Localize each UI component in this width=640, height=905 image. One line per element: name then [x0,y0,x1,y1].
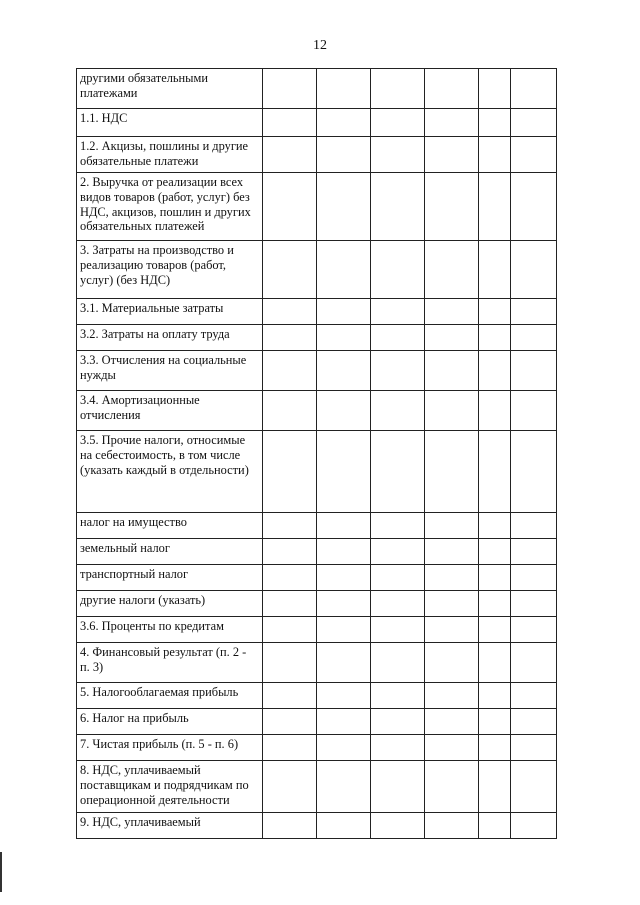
table-row [77,709,557,735]
value-cell [479,617,511,643]
value-cell [425,431,479,513]
value-cell [425,735,479,761]
value-cell [479,735,511,761]
table-row [77,813,557,839]
value-cell [425,709,479,735]
table-row [77,109,557,137]
value-cell [317,683,371,709]
value-cell [479,69,511,109]
value-cell [479,431,511,513]
value-cell [511,735,557,761]
value-cell [263,391,317,431]
value-cell [371,513,425,539]
value-cell [479,683,511,709]
table-row [77,565,557,591]
value-cell [479,109,511,137]
value-cell [371,539,425,565]
value-cell [425,325,479,351]
value-cell [263,325,317,351]
scan-edge-mark [0,852,2,892]
value-cell [425,617,479,643]
table-row [77,431,557,513]
value-cell [511,137,557,173]
value-cell [511,391,557,431]
value-cell [511,591,557,617]
row-label: налог на имущество [77,513,263,539]
value-cell [425,351,479,391]
value-cell [263,173,317,241]
value-cell [479,591,511,617]
value-cell [511,325,557,351]
table-row [77,539,557,565]
value-cell [371,761,425,813]
value-cell [511,109,557,137]
value-cell [479,539,511,565]
value-cell [371,299,425,325]
table-row [77,299,557,325]
value-cell [371,351,425,391]
value-cell [511,565,557,591]
value-cell [317,513,371,539]
value-cell [425,299,479,325]
value-cell [425,813,479,839]
value-cell [425,391,479,431]
value-cell [479,709,511,735]
value-cell [317,735,371,761]
value-cell [317,109,371,137]
value-cell [511,173,557,241]
value-cell [479,241,511,299]
row-label: 6. Налог на прибыль [77,709,263,735]
value-cell [479,565,511,591]
row-label: 3.1. Материальные затраты [77,299,263,325]
value-cell [425,69,479,109]
value-cell [511,431,557,513]
value-cell [479,813,511,839]
value-cell [511,683,557,709]
value-cell [371,735,425,761]
table-row [77,69,557,109]
value-cell [263,565,317,591]
value-cell [371,565,425,591]
value-cell [317,591,371,617]
row-label: 4. Финансовый результат (п. 2 - п. 3) [77,643,263,683]
value-cell [263,591,317,617]
value-cell [371,617,425,643]
table-row [77,735,557,761]
row-label: 3.6. Проценты по кредитам [77,617,263,643]
table-row [77,241,557,299]
value-cell [371,69,425,109]
value-cell [479,299,511,325]
value-cell [511,761,557,813]
value-cell [263,813,317,839]
value-cell [479,325,511,351]
value-cell [479,137,511,173]
value-cell [317,431,371,513]
value-cell [371,591,425,617]
value-cell [317,617,371,643]
row-label: транспортный налог [77,565,263,591]
value-cell [511,351,557,391]
value-cell [317,299,371,325]
value-cell [425,591,479,617]
row-label: 8. НДС, уплачиваемый поставщикам и подрядчикам по операционной деятельности [77,761,263,813]
value-cell [425,643,479,683]
row-label: 3.5. Прочие налоги, относимые на себестоимость, в том числе (указать каждый в отдельности) [77,431,263,513]
value-cell [425,513,479,539]
row-label: земельный налог [77,539,263,565]
value-cell [263,431,317,513]
value-cell [263,299,317,325]
value-cell [511,643,557,683]
table-row [77,643,557,683]
value-cell [371,431,425,513]
value-cell [479,391,511,431]
value-cell [263,241,317,299]
value-cell [511,241,557,299]
value-cell [317,351,371,391]
table-row [77,683,557,709]
value-cell [425,173,479,241]
value-cell [263,643,317,683]
value-cell [263,709,317,735]
row-label: 3. Затраты на производство и реализацию товаров (работ, услуг) (без НДС) [77,241,263,299]
value-cell [371,709,425,735]
value-cell [425,241,479,299]
value-cell [511,69,557,109]
value-cell [317,709,371,735]
row-label: другими обязательными платежами [77,69,263,109]
value-cell [371,391,425,431]
value-cell [317,761,371,813]
value-cell [317,643,371,683]
value-cell [371,173,425,241]
table-row [77,617,557,643]
row-label: 9. НДС, уплачиваемый [77,813,263,839]
value-cell [425,539,479,565]
value-cell [317,241,371,299]
value-cell [317,391,371,431]
table-row [77,761,557,813]
table-row [77,591,557,617]
value-cell [425,109,479,137]
value-cell [425,683,479,709]
value-cell [317,539,371,565]
row-label: 3.4. Амортизационные отчисления [77,391,263,431]
row-label: другие налоги (указать) [77,591,263,617]
value-cell [317,69,371,109]
value-cell [371,137,425,173]
value-cell [371,325,425,351]
value-cell [263,539,317,565]
value-cell [479,761,511,813]
row-label: 7. Чистая прибыль (п. 5 - п. 6) [77,735,263,761]
value-cell [371,813,425,839]
value-cell [371,683,425,709]
value-cell [317,565,371,591]
value-cell [263,351,317,391]
value-cell [263,513,317,539]
value-cell [371,109,425,137]
value-cell [479,351,511,391]
value-cell [263,683,317,709]
value-cell [371,241,425,299]
value-cell [317,813,371,839]
table-row [77,325,557,351]
value-cell [511,539,557,565]
value-cell [511,513,557,539]
value-cell [263,109,317,137]
financial-indicators-table [76,68,557,839]
value-cell [263,617,317,643]
row-label: 2. Выручка от реализации всех видов товаров (работ, услуг) без НДС, акцизов, пошлин и других обязательных платежей [77,173,263,241]
value-cell [511,709,557,735]
value-cell [511,813,557,839]
table-row [77,391,557,431]
value-cell [263,735,317,761]
value-cell [263,69,317,109]
value-cell [479,173,511,241]
value-cell [317,137,371,173]
table-row [77,351,557,391]
value-cell [479,643,511,683]
value-cell [511,299,557,325]
value-cell [511,617,557,643]
row-label: 1.2. Акцизы, пошлины и другие обязательные платежи [77,137,263,173]
value-cell [425,565,479,591]
value-cell [317,325,371,351]
page-number: 12 [313,38,327,53]
table-row [77,513,557,539]
value-cell [479,513,511,539]
value-cell [425,137,479,173]
value-cell [425,761,479,813]
row-label: 1.1. НДС [77,109,263,137]
row-label: 3.3. Отчисления на социальные нужды [77,351,263,391]
value-cell [317,173,371,241]
table-row [77,137,557,173]
row-label: 5. Налогооблагаемая прибыль [77,683,263,709]
row-label: 3.2. Затраты на оплату труда [77,325,263,351]
value-cell [263,137,317,173]
table-row [77,173,557,241]
value-cell [263,761,317,813]
value-cell [371,643,425,683]
